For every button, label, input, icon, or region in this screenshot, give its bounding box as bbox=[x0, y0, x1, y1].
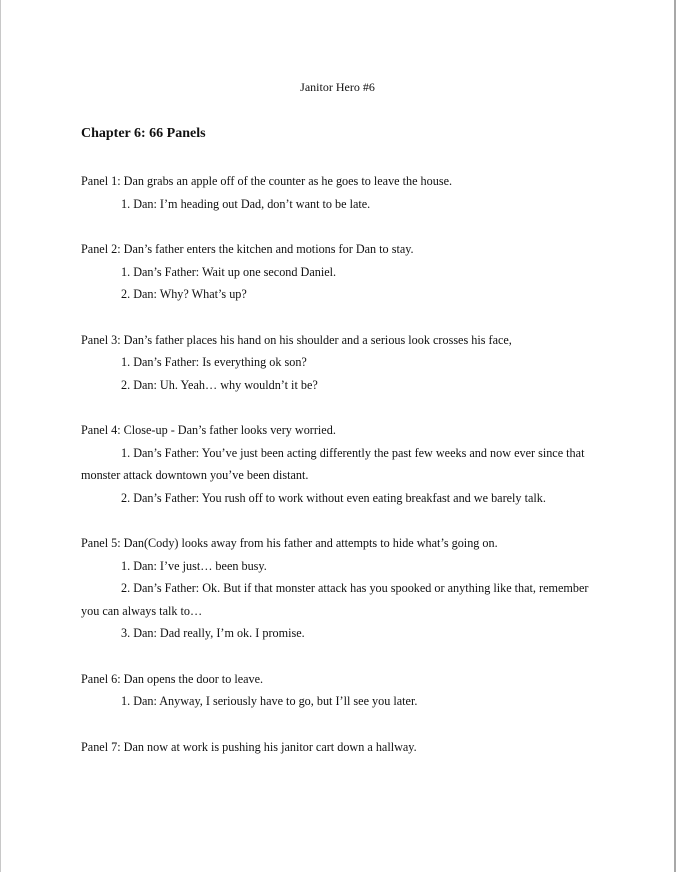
page-header: Janitor Hero #6 bbox=[300, 80, 375, 94]
panel-description: Panel 1: Dan grabs an apple off of the counter as he goes to leave the house. bbox=[81, 174, 453, 188]
dialogue-line: 2. Dan: Uh. Yeah… why wouldn’t it be? bbox=[121, 377, 318, 392]
panel-6 bbox=[81, 668, 591, 713]
dialogue-line: 1. Dan’s Father: Wait up one second Daniel. bbox=[121, 264, 337, 279]
dialogue-line: 2. Dan: Why? What’s up? bbox=[121, 287, 247, 301]
dialogue-line: 3. Dan: Dad really, I’m ok. I promise. bbox=[121, 626, 305, 640]
panel-description: Panel 3: Dan’s father places his hand on his shoulder and a serious look crosses his face, bbox=[81, 332, 512, 347]
panel-description: Panel 7: Dan now at work is pushing his janitor cart down a hallway. bbox=[81, 739, 417, 754]
panel-description: Panel 4: Close-up - Dan’s father looks very worried. bbox=[81, 423, 336, 437]
dialogue-line: 2. Dan’s Father: Ok. But if that monster attack has you spooked or anything like that, remember you can always talk to… bbox=[81, 581, 589, 618]
chapter-title: Chapter 6: 66 Panels bbox=[81, 126, 206, 141]
panel-description: Panel 2: Dan’s father enters the kitchen and motions for Dan to stay. bbox=[81, 242, 414, 256]
dialogue-line: 1. Dan: Anyway, I seriously have to go, but I’ll see you later. bbox=[121, 694, 418, 708]
panel-3 bbox=[81, 329, 591, 397]
panel-2 bbox=[81, 238, 591, 306]
panel-5 bbox=[81, 532, 591, 645]
dialogue-line: 1. Dan: I’m heading out Dad, don’t want to be late. bbox=[121, 196, 371, 211]
panel-4 bbox=[81, 419, 591, 509]
panel-description: Panel 5: Dan(Cody) looks away from his father and attempts to hide what’s going on. bbox=[81, 536, 498, 550]
panel-7 bbox=[81, 736, 591, 759]
dialogue-line: 2. Dan’s Father: You rush off to work without even eating breakfast and we barely talk. bbox=[121, 490, 546, 505]
dialogue-line: 1. Dan’s Father: You’ve just been acting differently the past few weeks and now ever since that monster attack downtown you’ve been distant. bbox=[81, 445, 585, 482]
dialogue-line: 1. Dan: I’ve just… been busy. bbox=[121, 558, 267, 573]
panel-1 bbox=[81, 170, 591, 215]
dialogue-line: 1. Dan’s Father: Is everything ok son? bbox=[121, 355, 307, 369]
panel-description: Panel 6: Dan opens the door to leave. bbox=[81, 671, 264, 686]
script-body bbox=[81, 170, 591, 781]
